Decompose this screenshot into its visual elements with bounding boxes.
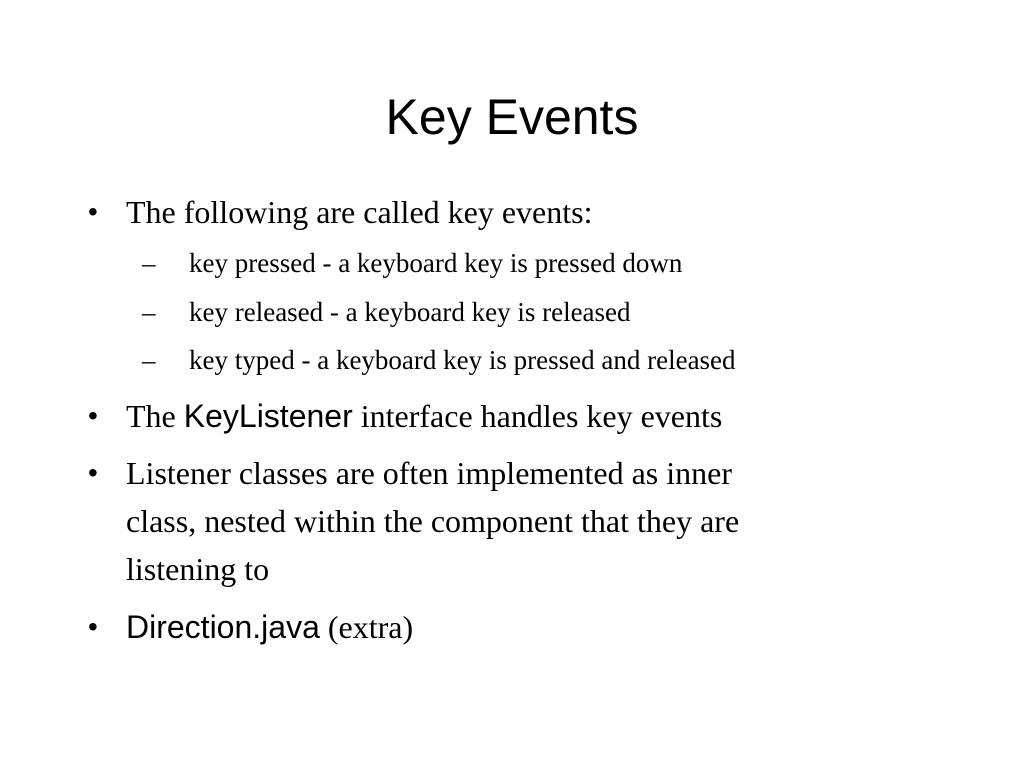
bullet-marker: • [88,457,98,488]
bullet-text-prefix: The [126,398,184,434]
sub-item [142,292,949,332]
bullet-item [88,392,926,440]
sub-text: key typed - a keyboard key is pressed and released [189,345,736,375]
bullet-text-suffix: interface handles key events [352,398,723,434]
bullet-item [88,188,926,236]
bullet-text-line: class, nested within the component that they are [126,503,740,539]
sub-text: key released - a keyboard key is released [189,297,631,327]
bullet-marker: • [88,196,98,227]
bullet-text: The following are called key events: [126,194,593,230]
bullet-item [88,603,926,651]
bullet-text-line: Listener classes are often implemented as inner [126,455,732,491]
class-name-keylistener: KeyListener [183,398,353,434]
sub-item [142,243,949,283]
bullet-marker: • [88,611,98,642]
file-name-direction-java: Direction.java [126,609,320,645]
sub-marker: – [142,345,156,375]
sub-marker: – [142,297,156,327]
sub-marker: – [142,248,156,278]
bullet-text-line: listening to [126,551,270,587]
bullet-text-suffix: (extra) [319,609,414,645]
bullet-marker: • [88,400,98,431]
bullet-item [88,449,926,593]
sub-text: key pressed - a keyboard key is pressed down [189,248,683,278]
slide-title: Key Events [385,89,639,145]
sub-item [142,340,949,380]
